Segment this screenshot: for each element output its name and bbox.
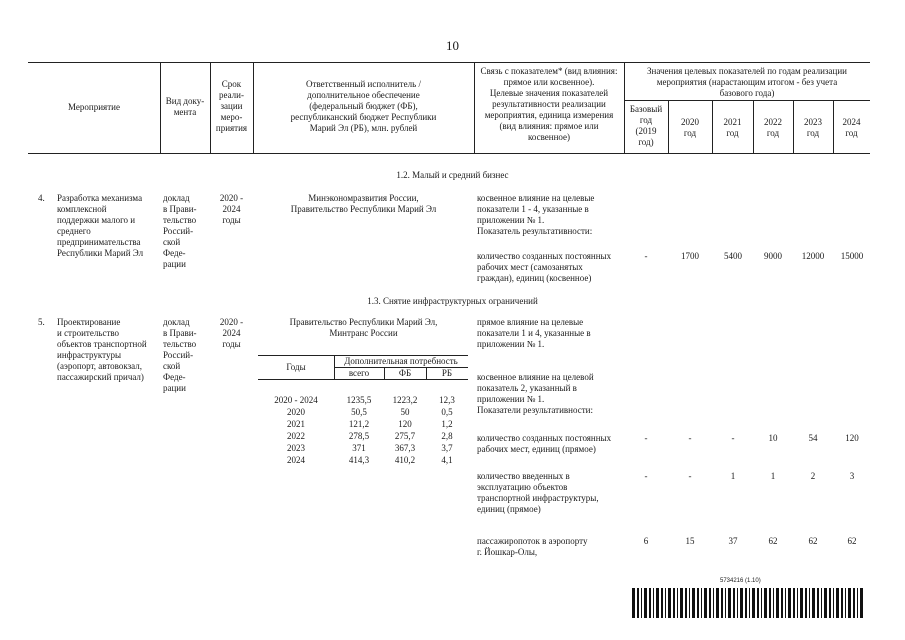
- header-term: Срок реали- зации меро- приятия: [215, 79, 248, 133]
- fin-cell-total: 1235,5: [346, 395, 372, 405]
- row4-value-2020: 1700: [681, 251, 699, 261]
- header-doc: Вид доку- мента: [165, 96, 205, 117]
- ind2-value-2023: 2: [810, 471, 816, 481]
- header-measure: Мероприятие: [68, 102, 120, 112]
- fin-cell-fb: 410,2: [394, 455, 416, 465]
- ind2-value-base: -: [644, 471, 648, 481]
- section-title-1-3: 1.3. Снятие инфраструктурных ограничений: [367, 296, 538, 306]
- barcode-number: 5734216 (1.10): [720, 578, 761, 584]
- row5-indicator-passengers: пассажиропоток в аэропорту г. Йошкар-Олы,: [477, 536, 588, 557]
- fin-header-rb: РБ: [441, 368, 453, 378]
- row4-value-2024: 15000: [840, 251, 864, 261]
- row5-measure: Проектирование и строительство объектов транспортной инфраструктуры (аэропорт, автовокзал, пассажирский причал): [57, 317, 147, 382]
- fin-cell-year: 2021: [287, 419, 305, 429]
- row4-term: 2020 - 2024 годы: [219, 193, 244, 225]
- row5-indicator-jobs: количество созданных постоянных рабочих мест, единиц (прямое): [477, 433, 612, 454]
- row5-doc: доклад в Прави- тельство Россий- ской Феде- рации: [163, 317, 197, 393]
- header-year-2022: 2022 год: [764, 117, 782, 138]
- header-year-2024: 2024 год: [842, 117, 861, 138]
- row5-responsible: Правительство Республики Марий Эл, Минтранс России: [289, 317, 438, 338]
- fin-cell-fb: 50: [400, 407, 410, 417]
- fin-cell-total: 121,2: [348, 419, 370, 429]
- row4-value-2023: 12000: [801, 251, 825, 261]
- ind3-value-base: 6: [643, 536, 649, 546]
- ind1-value-2021: -: [731, 433, 735, 443]
- fin-header-need: Дополнительная потребность: [344, 356, 458, 366]
- header-year-base: Базовый год (2019 год): [629, 104, 663, 147]
- header-link: Связь с показателем* (вид влияния: прямое или косвенное). Целевые значения показателей результативности реализации мероприятия, единица измерения (вид влияния: прямое или косвенное): [480, 66, 618, 142]
- fin-header-total: всего: [348, 368, 370, 378]
- header-year-2021: 2021 год: [723, 117, 742, 138]
- row5-link-indirect: косвенное влияние на целевой показатель 2, указанный в приложении № 1. Показатели результативности:: [477, 372, 594, 415]
- row5-term: 2020 - 2024 годы: [219, 317, 244, 349]
- fin-cell-fb: 275,7: [394, 431, 416, 441]
- fin-cell-year: 2020: [287, 407, 305, 417]
- row4-link-text: косвенное влияние на целевые показатели 1 - 4, указанные в приложении № 1. Показатель результативности:: [477, 193, 595, 236]
- ind2-value-2020: -: [688, 471, 692, 481]
- fin-cell-fb: 120: [398, 419, 412, 429]
- fin-cell-year: 2022: [287, 431, 305, 441]
- ind3-value-2023: 62: [808, 536, 818, 546]
- row4-value-2021: 5400: [724, 251, 742, 261]
- fin-cell-total: 278,5: [348, 431, 370, 441]
- row4-measure: Разработка механизма комплексной поддержки малого и среднего предпринимательства Республики Марий Эл: [57, 193, 144, 258]
- header-year-2023: 2023 год: [804, 117, 822, 138]
- fin-cell-rb: 3,7: [441, 443, 453, 453]
- fin-cell-year: 2020 - 2024: [274, 395, 318, 405]
- barcode-image: [632, 588, 864, 618]
- row4-value-2022: 9000: [764, 251, 782, 261]
- fin-cell-total: 50,5: [351, 407, 367, 417]
- section-title-1-2: 1.2. Малый и средний бизнес: [396, 170, 509, 180]
- ind2-value-2024: 3: [849, 471, 855, 481]
- ind1-value-2020: -: [688, 433, 692, 443]
- header-values: Значения целевых показателей по годам реализации мероприятия (нарастающим итогом - без учета базового года): [647, 66, 847, 98]
- fin-cell-rb: 1,2: [441, 419, 453, 429]
- fin-header-years: Годы: [286, 362, 306, 372]
- row4-indicator: количество созданных постоянных рабочих мест (самозанятых граждан), единиц (косвенное): [477, 251, 612, 283]
- ind3-value-2020: 15: [685, 536, 695, 546]
- ind2-value-2021: 1: [730, 471, 736, 481]
- fin-cell-fb: 367,3: [394, 443, 416, 453]
- ind3-value-2021: 37: [728, 536, 738, 546]
- row5-indicator-objects: количество введенных в эксплуатацию объектов транспортной инфраструктуры, единиц (прямое): [477, 471, 599, 514]
- ind3-value-2022: 62: [768, 536, 778, 546]
- ind2-value-2022: 1: [770, 471, 776, 481]
- row4-responsible: Минэкономразвития России, Правительство Республики Марий Эл: [290, 193, 437, 214]
- fin-cell-fb: 1223,2: [392, 395, 418, 405]
- fin-cell-year: 2023: [287, 443, 305, 453]
- fin-cell-rb: 4,1: [441, 455, 453, 465]
- header-year-2020: 2020 год: [681, 117, 699, 138]
- fin-cell-rb: 0,5: [441, 407, 453, 417]
- row5-link-direct: прямое влияние на целевые показатели 1 и 4, указанные в приложении № 1.: [477, 317, 591, 349]
- header-responsible: Ответственный исполнитель / дополнительное обеспечение (федеральный бюджет (ФБ), республиканский бюджет Республики Марий Эл (РБ), млн. рублей: [290, 79, 437, 133]
- page-number: 10: [446, 38, 459, 53]
- fin-header-fb: ФБ: [398, 368, 412, 378]
- ind3-value-2024: 62: [847, 536, 857, 546]
- ind1-value-base: -: [644, 433, 648, 443]
- fin-cell-year: 2024: [287, 455, 305, 465]
- row5-number: 5.: [38, 317, 45, 327]
- fin-cell-total: 371: [352, 443, 366, 453]
- ind1-value-2023: 54: [808, 433, 818, 443]
- row4-value-base: -: [644, 251, 648, 261]
- ind1-value-2024: 120: [845, 433, 859, 443]
- fin-cell-total: 414,3: [348, 455, 370, 465]
- row4-doc: доклад в Прави- тельство Россий- ской Феде- рации: [163, 193, 197, 269]
- ind1-value-2022: 10: [768, 433, 778, 443]
- fin-cell-rb: 12,3: [439, 395, 455, 405]
- fin-cell-rb: 2,8: [441, 431, 453, 441]
- row4-number: 4.: [38, 193, 45, 203]
